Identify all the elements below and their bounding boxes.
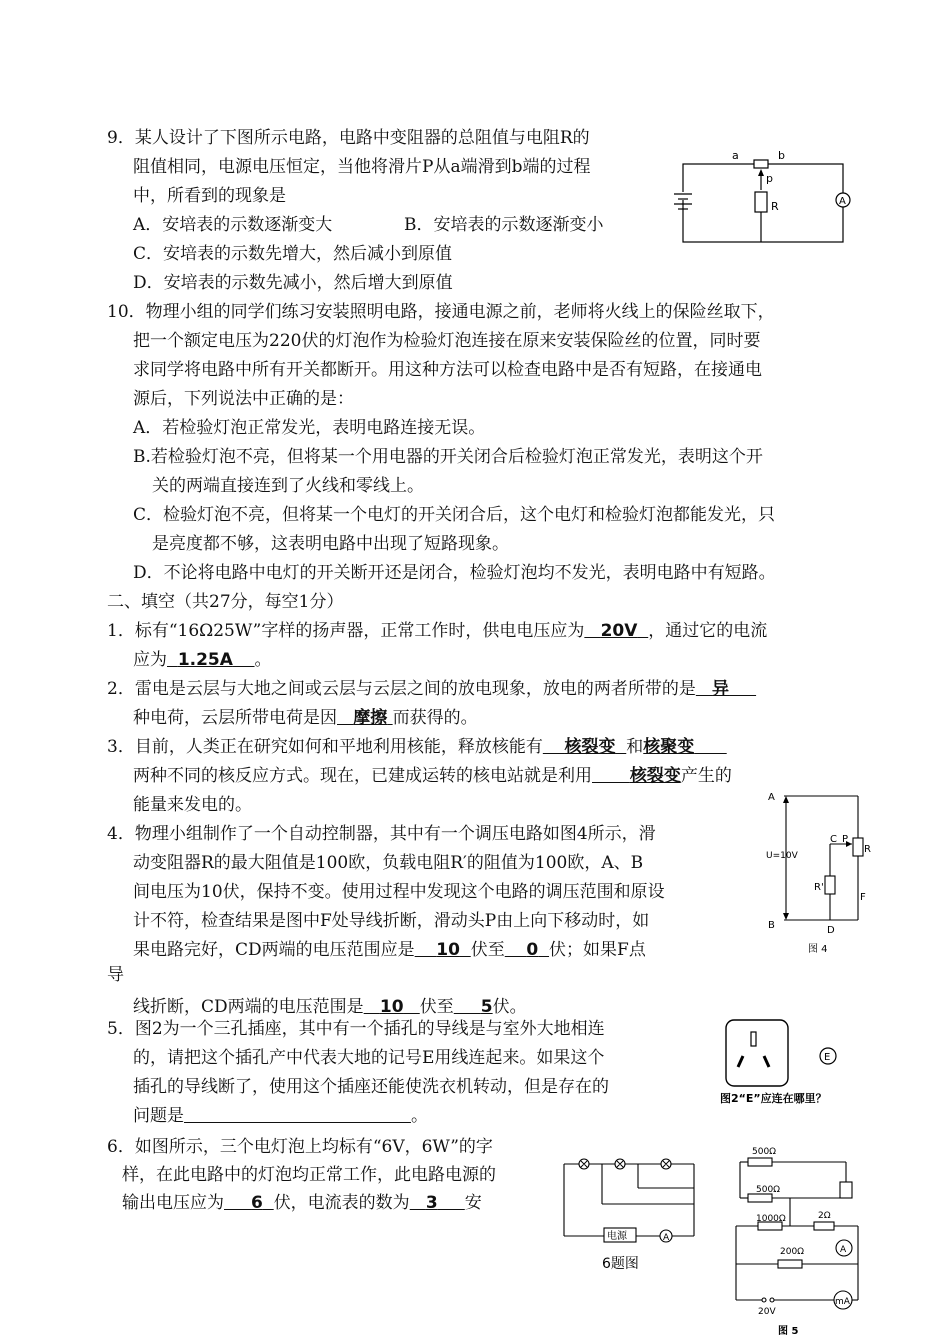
q10-line-1: 10．物理小组的同学们练习安装照明电路，接通电源之前，老师将火线上的保险丝取下， <box>107 302 775 322</box>
fig4-label-voltage: U=10V <box>766 851 798 861</box>
f3-answer-3: 核裂变 <box>629 766 681 786</box>
fig2-earth-symbol: E <box>824 1052 831 1063</box>
f6-answer-1: 6 <box>251 1193 263 1213</box>
f3-line-3: 能量来发电的。 <box>133 795 252 815</box>
f4-line-2: 动变阻器R的最大阻值是100欧，负载电阻R′的阻值为100欧，A、B <box>133 853 644 873</box>
f4-line-5: 果电路完好，CD两端的电压范围应是 10 伏至 0 伏；如果F点 <box>133 940 646 960</box>
f4-answer-3: 10 <box>379 997 404 1017</box>
fig5-label-r2: 500Ω <box>756 1185 781 1195</box>
f6-line-3: 输出电压应为 6 伏，电流表的数为 3 安 <box>122 1193 482 1213</box>
q10-option-b-cont: 关的两端直接连到了火线和零线上。 <box>152 476 424 496</box>
q10-line-2: 把一个额定电压为220伏的灯泡作为检验灯泡连接在原来安装保险丝的位置，同时要 <box>133 331 761 351</box>
f2-line-1: 2．雷电是云层与大地之间或云层与云层之间的放电现象，放电的两者所带的是 异 <box>107 679 730 699</box>
fig4-caption: 图 4 <box>808 944 828 955</box>
fig4-label-p: P <box>842 834 849 845</box>
f3-answer-1: 核裂变 <box>564 737 616 757</box>
f3-line-2: 两种不同的核反应方式。现在，已建成运转的核电站就是利用 核裂变产生的 <box>133 766 732 786</box>
q10-option-d: D．不论将电路中电灯的开关断开还是闭合，检验灯泡均不发光，表明电路中有短路。 <box>133 563 776 583</box>
f5-line-2: 的，请把这个插孔产中代表大地的记号E用线连起来。如果这个 <box>133 1048 605 1068</box>
fig4-label-a: A <box>768 792 775 803</box>
f1-line-1: 1．标有“16Ω25W”字样的扬声器，正常工作时，供电电压应为 20V ，通过它的电流 <box>107 621 768 641</box>
f4-answer-4: 5 <box>480 997 493 1017</box>
f4-line-1: 4．物理小组制作了一个自动控制器，其中有一个调压电路如图4所示，滑 <box>107 824 656 844</box>
f2-line-2: 种电荷，云层所带电荷是因 摩擦 而获得的。 <box>133 708 478 728</box>
fig4-label-r-prime: R' <box>814 882 824 893</box>
f4-answer-1: 10 <box>436 940 460 960</box>
f4-line-3: 间电压为10伏，保持不变。使用过程中发现这个电路的调压范围和原设 <box>133 882 665 902</box>
q10-line-4: 源后，下列说法中正确的是： <box>133 389 354 409</box>
q9-fig-label-r: R <box>771 200 779 213</box>
f2-answer-2: 摩擦 <box>353 708 388 728</box>
fig5-voltage: 20V <box>758 1307 776 1317</box>
fig4-label-c: C <box>830 834 837 845</box>
f1-answer-1: 20V <box>600 621 638 641</box>
fig5-ammeter: A <box>840 1245 847 1255</box>
fig2-socket-diagram <box>718 1016 883 1108</box>
q10-option-c: C．检验灯泡不亮，但将某一个电灯的开关闭合后，这个电灯和检验灯泡都能发光，只 <box>133 505 776 525</box>
q10-line-3: 求同学将电路中所有开关都断开。用这种方法可以检查电路中是否有短路，在接通电 <box>133 360 762 380</box>
q9-option-b: B．安培表的示数逐渐变小 <box>404 215 604 235</box>
f3-answer-2: 核聚变 <box>643 737 695 757</box>
fig2-caption: 图2“E”应连在哪里？ <box>720 1092 827 1105</box>
f3-line-1: 3．目前，人类正在研究如何和平地利用核能，释放核能有 核裂变 和核聚变 <box>107 737 695 757</box>
f1-line-2: 应为 1.25A 。 <box>133 650 272 670</box>
fig4-voltage-divider-diagram <box>760 786 870 958</box>
f5-line-1: 5．图2为一个三孔插座，其中有一个插孔的导线是与室外大地相连 <box>107 1019 605 1039</box>
f6-answer-2: 3 <box>425 1193 438 1213</box>
q9-fig-label-p: p <box>766 172 773 185</box>
fig4-label-d: D <box>827 925 835 936</box>
q9-line-2: 阻值相同，电源电压恒定，当他将滑片P从a端滑到b端的过程 <box>133 157 591 177</box>
q9-fig-label-a: a <box>732 149 739 162</box>
f5-line-3: 插孔的导线断了，使用这个插座还能使洗衣机转动，但是存在的 <box>133 1077 609 1097</box>
f4-answer-2: 0 <box>526 940 539 960</box>
q9-line-1: 9．某人设计了下图所示电路，电路中变阻器的总阻值与电阻R的 <box>107 128 590 148</box>
q9-fig-label-b: b <box>778 149 785 162</box>
q9-line-3: 中，所看到的现象是 <box>133 186 286 206</box>
fig4-label-b: B <box>768 920 775 931</box>
q10-option-a: A．若检验灯泡正常发光，表明电路连接无误。 <box>133 418 486 438</box>
section-heading: 二、填空（共27分，每空1分） <box>107 592 344 612</box>
f4-line-4: 计不符，检查结果是图中F处导线折断，滑动头P由上向下移动时，如 <box>133 911 650 931</box>
f5-answer-blank <box>184 1106 411 1126</box>
q9-circuit-diagram <box>668 140 854 250</box>
fig5-label-r5: 200Ω <box>780 1247 805 1257</box>
q10-option-b: B.若检验灯泡不亮，但将某一个用电器的开关闭合后检验灯泡正常发光，表明这个开 <box>133 447 763 467</box>
q6-fig-source: 电源 <box>607 1231 627 1242</box>
fig5-caption: 图 5 <box>778 1326 799 1337</box>
q10-option-c-cont: 是亮度都不够，这表明电路中出现了短路现象。 <box>152 534 509 554</box>
fig4-label-f: F <box>860 892 866 903</box>
q6-fig-ammeter: A <box>663 1233 670 1243</box>
q9-option-c: C．安培表的示数先增大，然后减小到原值 <box>133 244 453 264</box>
q9-option-a: A．安培表的示数逐渐变大 <box>133 215 333 235</box>
q6-fig-caption: 6题图 <box>602 1256 639 1272</box>
f6-line-1: 6．如图所示，三个电灯泡上均标有“6V，6W”的字 <box>107 1137 493 1157</box>
f2-answer-1: 异 <box>712 679 730 699</box>
f4-line-6: 导 <box>107 965 124 985</box>
fig5-milliammeter: mA <box>835 1297 850 1307</box>
f1-answer-2: 1.25A <box>177 650 233 670</box>
f4-line-7: 线折断，CD两端的电压范围是 10 伏至 5伏。 <box>133 997 527 1017</box>
q9-fig-ammeter: A <box>839 196 846 207</box>
q9-option-d: D．安培表的示数先减小，然后增大到原值 <box>133 273 453 293</box>
fig5-label-r3: 1000Ω <box>756 1214 786 1224</box>
fig4-label-r: R <box>864 844 871 855</box>
fig5-circuit-diagram <box>728 1140 868 1340</box>
q6-circuit-diagram <box>558 1148 698 1273</box>
fig5-label-r4: 2Ω <box>818 1211 831 1221</box>
f5-line-4: 问题是 。 <box>133 1106 428 1126</box>
fig5-label-r1: 500Ω <box>752 1147 777 1157</box>
f6-line-2: 样，在此电路中的灯泡均正常工作，此电路电源的 <box>122 1165 496 1185</box>
